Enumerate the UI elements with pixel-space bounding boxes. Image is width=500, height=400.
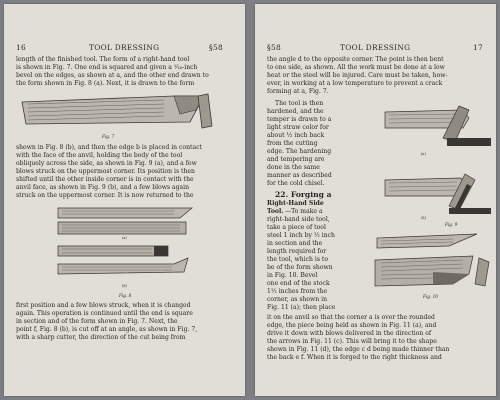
section-heading-tool: Tool.: [267, 208, 284, 215]
text-line: anvil face, as shown in Fig. 9 (b), and a few blows again: [16, 184, 190, 191]
text-line: again. This operation is continued until the end is square: [16, 310, 193, 317]
text-line: take a piece of tool: [267, 224, 326, 231]
right-page: [255, 4, 496, 396]
text-line: the back e f. When it is forged to the right thickness and: [267, 354, 442, 361]
section-heading: 22. Forging a: [275, 190, 332, 199]
text-line: in section and of the form shown in Fig. 7. Next, the: [16, 318, 178, 325]
text-line: about ½ inch back: [267, 132, 325, 139]
text-line: shifted until the other inside corner is in contact with the: [16, 176, 194, 183]
text-line: 1½ inches from the: [267, 288, 328, 295]
text-line: with a sharp cutter, the direction of the cut being from: [16, 334, 186, 341]
fig8a-illustration: [56, 204, 196, 238]
text-line: first position and a few blows struck, when it is changed: [16, 302, 191, 309]
text-line: forming at a, Fig. 7.: [267, 88, 329, 95]
text-line: —To make a: [285, 208, 323, 215]
text-line: length required for: [267, 248, 327, 255]
text-line: length of the finished tool. The form of a right-hand tool: [16, 56, 190, 63]
text-line: point f, Fig. 8 (b), is cut off at an angle, as shown in Fig. 7,: [16, 326, 198, 333]
text-line: the tool, which is to: [267, 256, 329, 263]
text-line: be of the form shown: [267, 264, 333, 271]
fig7-end-view: [194, 92, 222, 132]
figure-subcaption: (b): [421, 216, 426, 220]
fig9b-illustration: [383, 164, 491, 216]
text-line: in Fig. 10. Bevel: [267, 272, 318, 279]
text-line: obliquely across the side, as shown in Fig. 9 (a), and a few: [16, 160, 197, 167]
text-line: to one side, as shown. All the work must be done at a low: [267, 64, 445, 71]
section-mark: §58: [209, 43, 223, 52]
text-line: done in the same: [267, 164, 320, 171]
text-line: struck on the uppermost corner. It is now returned to the: [16, 192, 194, 199]
figure-subcaption: (a): [421, 152, 426, 156]
fig7-illustration: [14, 92, 214, 136]
text-line: the form shown in Fig. 8 (a). Next, it is drawn to the form: [16, 80, 195, 87]
text-line: and tempering are: [267, 156, 325, 163]
figure-caption: Fig. 8: [119, 293, 132, 298]
text-line: blows struck on the uppermost corner. Its position is then: [16, 168, 195, 175]
text-line: shown in Fig. 8 (b), and then the edge b is placed in contact: [16, 144, 202, 151]
left-page: [4, 4, 245, 396]
running-title: TOOL DRESSING: [89, 43, 160, 52]
text-line: it on the anvil so that the corner a is over the rounded: [267, 314, 435, 321]
text-line: is shown in Fig. 7. One end is squared and given a ¹⁄₁₆-inch: [16, 64, 198, 71]
text-line: The tool is then: [275, 100, 324, 107]
text-line: with the face of the anvil, holding the body of the tool: [16, 152, 183, 159]
text-line: temper is drawn to a: [267, 116, 332, 123]
running-title: TOOL DRESSING: [340, 43, 411, 52]
text-line: right-hand side tool,: [267, 216, 330, 223]
section-heading-cont: Right-Hand Side: [267, 200, 324, 207]
text-line: Fig. 11 (a); then place: [267, 304, 336, 311]
text-line: from the cutting: [267, 140, 318, 147]
text-line: shown in Fig. 11 (d), the edge c d being made thinner than: [267, 346, 450, 353]
text-line: edge. The hardening: [267, 148, 332, 155]
text-line: the arrows in Fig. 11 (c). This will bring it to the shape: [267, 338, 437, 345]
figure-caption: Fig. 9: [445, 222, 458, 227]
text-line: ever, in working at a low temperature to prevent a crack: [267, 80, 443, 87]
page-number: 17: [473, 43, 484, 52]
text-line: light straw color for: [267, 124, 329, 131]
text-line: drive it down with blows delivered in the direction of: [267, 330, 432, 337]
text-line: steel 1 inch by ½ inch: [267, 232, 335, 239]
text-line: the angle d to the opposite corner. The point is then bent: [267, 56, 444, 63]
text-line: heat or the steel will be injured. Care must be taken, how-: [267, 72, 448, 79]
text-line: bevel on the edges, as shown at a, and the other end drawn to: [16, 72, 209, 79]
text-line: hardened, and the: [267, 108, 324, 115]
figure-subcaption: (b): [122, 284, 127, 288]
fig8b-illustration: [56, 244, 196, 288]
text-line: manner as described: [267, 172, 332, 179]
figure-caption: Fig. 7: [102, 134, 115, 139]
text-line: one end of the stock: [267, 280, 330, 287]
text-line: corner, as shown in: [267, 296, 328, 303]
section-mark: §58: [267, 43, 281, 52]
text-line: edge, the piece being held as shown in Fig. 11 (a), and: [267, 322, 437, 329]
fig9a-illustration: [383, 98, 491, 148]
figure-subcaption: (a): [122, 236, 127, 240]
fig10-illustration: [373, 232, 493, 292]
text-line: in section and the: [267, 240, 323, 247]
text-line: for the cold chisel.: [267, 180, 325, 187]
figure-caption: Fig. 10: [423, 294, 438, 299]
page-number: 16: [16, 43, 27, 52]
